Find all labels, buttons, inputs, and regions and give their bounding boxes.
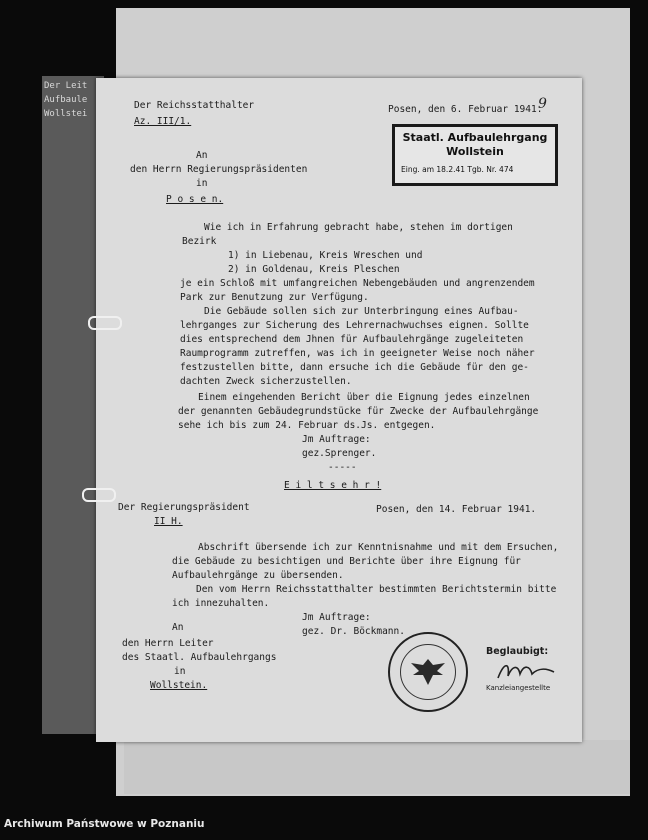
- forward-recipient-line: des Staatl. Aufbaulehrgangs: [122, 652, 277, 663]
- body-line: lehrganges zur Sicherung des Lehrernachwuchses eignen. Sollte: [180, 320, 529, 331]
- recipient-an: An: [196, 150, 208, 161]
- body-line: sehe ich bis zum 24. Februar ds.Js. entgegen.: [178, 420, 436, 431]
- certified-sub: Kanzleiangestellte: [486, 684, 551, 692]
- forward-signature-line: gez. Dr. Böckmann.: [302, 626, 405, 637]
- forward-body-line: Abschrift übersende ich zur Kenntnisnahme und mit dem Ersuchen,: [198, 542, 559, 553]
- body-line: Park zur Benutzung zur Verfügung.: [180, 292, 369, 303]
- signature-line: Jm Auftrage:: [302, 434, 371, 445]
- official-seal: [388, 632, 468, 712]
- forward-recipient-city: Wollstein.: [150, 680, 208, 691]
- forward-signature-line: Jm Auftrage:: [302, 612, 371, 623]
- certified-label: Beglaubigt:: [486, 646, 549, 657]
- forward-recipient-an: An: [172, 622, 184, 633]
- recipient-city: P o s e n.: [166, 194, 224, 205]
- forward-recipient-in: in: [174, 666, 186, 677]
- body-line: der genannten Gebäudegrundstücke für Zwecke der Aufbaulehrgänge: [178, 406, 539, 417]
- body-line: Bezirk: [182, 236, 217, 247]
- reference: Az. III/1.: [134, 116, 192, 127]
- page-number: 9: [538, 96, 547, 112]
- strip-text-line: Der Leit: [44, 81, 88, 91]
- separator: -----: [328, 462, 357, 473]
- body-line: dies entsprechend dem Jhnen für Aufbaulehrgänge zugeleiteten: [180, 334, 524, 345]
- body-line: Raumprogramm zutreffen, was ich in geeigneter Weise noch näher: [180, 348, 535, 359]
- stamp-line: Wollstein: [446, 145, 504, 158]
- stamp-line: Staatl. Aufbaulehrgang: [402, 131, 548, 144]
- urgent-note: E i l t s e h r !: [284, 480, 382, 491]
- strip-text-line: Wollstei: [44, 109, 88, 119]
- handwritten-signature-icon: [494, 658, 558, 684]
- forward-body-line: Aufbaulehrgänge zu übersenden.: [172, 570, 344, 581]
- forward-body-line: die Gebäude zu besichtigen und Berichte über ihre Eignung für: [172, 556, 521, 567]
- recipient-in: in: [196, 178, 208, 189]
- place-date: Posen, den 6. Februar 1941.: [388, 104, 543, 115]
- body-line: 1) in Liebenau, Kreis Wreschen und: [228, 250, 423, 261]
- body-line: Die Gebäude sollen sich zur Unterbringung eines Aufbau-: [204, 306, 519, 317]
- bottom-sheet-edge: [124, 740, 630, 794]
- body-line: Einem eingehenden Bericht über die Eignung jedes einzelnen: [198, 392, 530, 403]
- archive-caption: Archiwum Państwowe w Poznaniu: [4, 818, 205, 830]
- forward-body-line: ich innezuhalten.: [172, 598, 270, 609]
- forward-body-line: Den vom Herrn Reichsstatthalter bestimmten Berichtstermin bitte: [196, 584, 557, 595]
- receipt-stamp: [392, 124, 558, 186]
- body-line: 2) in Goldenau, Kreis Pleschen: [228, 264, 400, 275]
- stamp-line: Eing. am 18.2.41 Tgb. Nr. 474: [401, 165, 514, 174]
- left-folded-sheet: [42, 76, 104, 734]
- sender: Der Reichsstatthalter: [134, 100, 255, 111]
- paper-clip-icon: [82, 488, 116, 502]
- strip-text-line: Aufbaule: [44, 95, 88, 105]
- body-line: je ein Schloß mit umfangreichen Nebengebäuden und angrenzendem: [180, 278, 535, 289]
- body-line: Wie ich in Erfahrung gebracht habe, stehen im dortigen: [204, 222, 513, 233]
- eagle-emblem-icon: [400, 644, 456, 700]
- forward-sender: Der Regierungspräsident: [118, 502, 250, 513]
- forward-reference: II H.: [154, 516, 183, 527]
- forward-place-date: Posen, den 14. Februar 1941.: [376, 504, 537, 515]
- forward-recipient-line: den Herrn Leiter: [122, 638, 214, 649]
- paper-clip-icon: [88, 316, 122, 330]
- body-line: dachten Zweck sicherzustellen.: [180, 376, 352, 387]
- recipient-line: den Herrn Regierungspräsidenten: [130, 164, 308, 175]
- signature-line: gez.Sprenger.: [302, 448, 377, 459]
- body-line: festzustellen bitte, dann ersuche ich die Gebäude für den ge-: [180, 362, 529, 373]
